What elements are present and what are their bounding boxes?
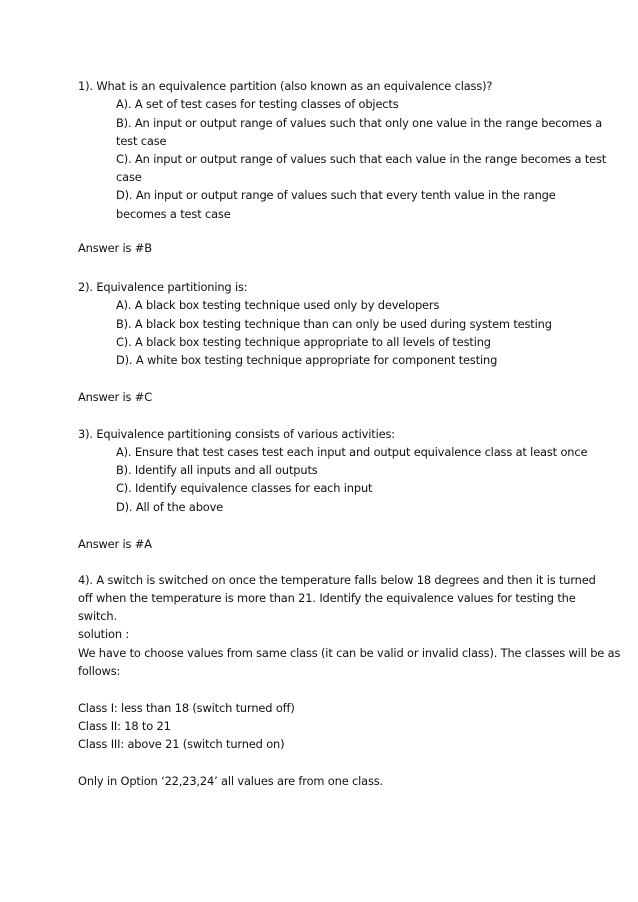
q3-option-a: A). Ensure that test cases test each input and output equivalence class at least once — [116, 445, 588, 459]
q1-option-c: C). An input or output range of values such that each value in the range becomes a test — [116, 152, 607, 166]
class-2: Class II: 18 to 21 — [78, 719, 171, 733]
q1-option-b: B). An input or output range of values such that only one value in the range becomes a — [116, 116, 603, 130]
q3-answer: Answer is #A — [78, 537, 152, 551]
question-1: 1). What is an equivalence partition (also known as an equivalence class)? — [78, 79, 493, 93]
class-3: Class III: above 21 (switch turned on) — [78, 737, 285, 751]
question-3: 3). Equivalence partitioning consists of various activities: — [78, 427, 395, 441]
q1-option-a: A). A set of test cases for testing classes of objects — [116, 97, 399, 111]
q2-answer: Answer is #C — [78, 390, 152, 404]
q3-option-b: B). Identify all inputs and all outputs — [116, 463, 318, 477]
q1-option-d-cont: becomes a test case — [116, 207, 231, 221]
q1-option-c-cont: case — [116, 170, 142, 184]
q2-option-c: C). A black box testing technique appropriate to all levels of testing — [116, 335, 491, 349]
q1-option-d: D). An input or output range of values such that every tenth value in the range — [116, 188, 556, 202]
question-4-line-2: off when the temperature is more than 21. Identify the equivalence values for testing the — [78, 591, 576, 605]
solution-line-2: follows: — [78, 664, 121, 678]
class-1: Class I: less than 18 (switch turned off) — [78, 701, 295, 715]
conclusion: Only in Option ‘22,23,24’ all values are from one class. — [78, 774, 384, 788]
q2-option-b: B). A black box testing technique than can only be used during system testing — [116, 317, 552, 331]
q1-option-b-cont: test case — [116, 134, 167, 148]
question-4-line-3: switch. — [78, 609, 117, 623]
question-4-line-1: 4). A switch is switched on once the temperature falls below 18 degrees and then it is turned — [78, 573, 596, 587]
solution-label: solution : — [78, 627, 130, 641]
q3-option-d: D). All of the above — [116, 500, 224, 514]
question-2: 2). Equivalence partitioning is: — [78, 280, 248, 294]
q2-option-a: A). A black box testing technique used only by developers — [116, 298, 440, 312]
q3-option-c: C). Identify equivalence classes for each input — [116, 481, 373, 495]
q1-answer: Answer is #B — [78, 241, 152, 255]
q2-option-d: D). A white box testing technique appropriate for component testing — [116, 353, 498, 367]
solution-line-1: We have to choose values from same class (it can be valid or invalid class). The classes will be as — [78, 646, 621, 660]
